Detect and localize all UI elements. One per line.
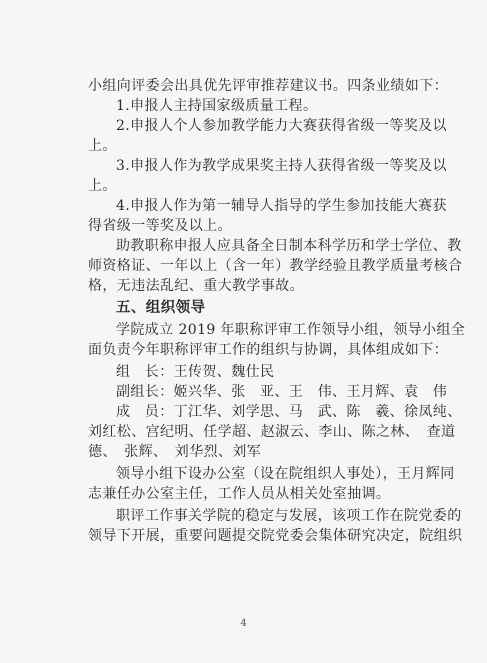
paragraph-line: 助教职称申报人应具备全日制本科学历和学士学位、教 — [116, 238, 462, 254]
paragraph-line: 1.申报人主持国家级质量工程。 — [116, 98, 318, 114]
paragraph-line: 得省级一等奖及以上。 — [88, 218, 232, 234]
paragraph-line: 4.申报人作为第一辅导人指导的学生参加技能大赛获 — [116, 198, 447, 214]
paragraph-line: 志兼任办公室主任，工作人员从相关处室抽调。 — [88, 486, 391, 502]
paragraph-line: 领导下开展，重要问题提交院党委会集体研究决定，院组织 — [88, 528, 463, 544]
paragraph-line: 小组向评委会出具优先评审推荐建议书。四条业绩如下： — [88, 78, 448, 94]
paragraph-line: 师资格证、一年以上（含一年）教学经验且教学质量考核合 — [88, 258, 463, 274]
paragraph-line: 副组长：姬兴华、张 亚、王 伟、王月辉、袁 伟 — [116, 384, 448, 400]
paragraph-line: 德、 张辉、 刘华烈、刘军 — [88, 444, 262, 460]
paragraph-line: 职评工作事关学院的稳定与发展，该项工作在院党委的 — [116, 508, 462, 524]
paragraph-line: 2.申报人个人参加教学能力大赛获得省级一等奖及以 — [116, 118, 447, 134]
page-number: 4 — [240, 618, 247, 629]
paragraph-line: 领导小组下设办公室（设在院组织人事处），王月辉同 — [116, 466, 455, 482]
paragraph-line: 上。 — [88, 138, 117, 154]
paragraph-line: 组 长：王传贺、魏仕民 — [116, 364, 275, 380]
paragraph-line: 面负责今年职称评审工作的组织与协调，具体组成如下： — [88, 342, 448, 358]
paragraph-line: 3.申报人作为教学成果奖主持人获得省级一等奖及以 — [116, 158, 447, 174]
paragraph-line: 刘红松、宫纪明、任学超、赵淑云、李山、陈之林、 查道 — [88, 424, 456, 440]
paragraph-line: 成 员：丁江华、刘学思、马 武、陈 羲、徐凤纯、 — [116, 404, 462, 420]
section-heading: 五、组织领导 — [116, 300, 206, 316]
paragraph-line: 格，无违法乱纪、重大教学事故。 — [88, 278, 304, 294]
paragraph-line: 学院成立 2019 年职称评审工作领导小组，领导小组全 — [116, 322, 466, 338]
paragraph-line: 上。 — [88, 178, 117, 194]
